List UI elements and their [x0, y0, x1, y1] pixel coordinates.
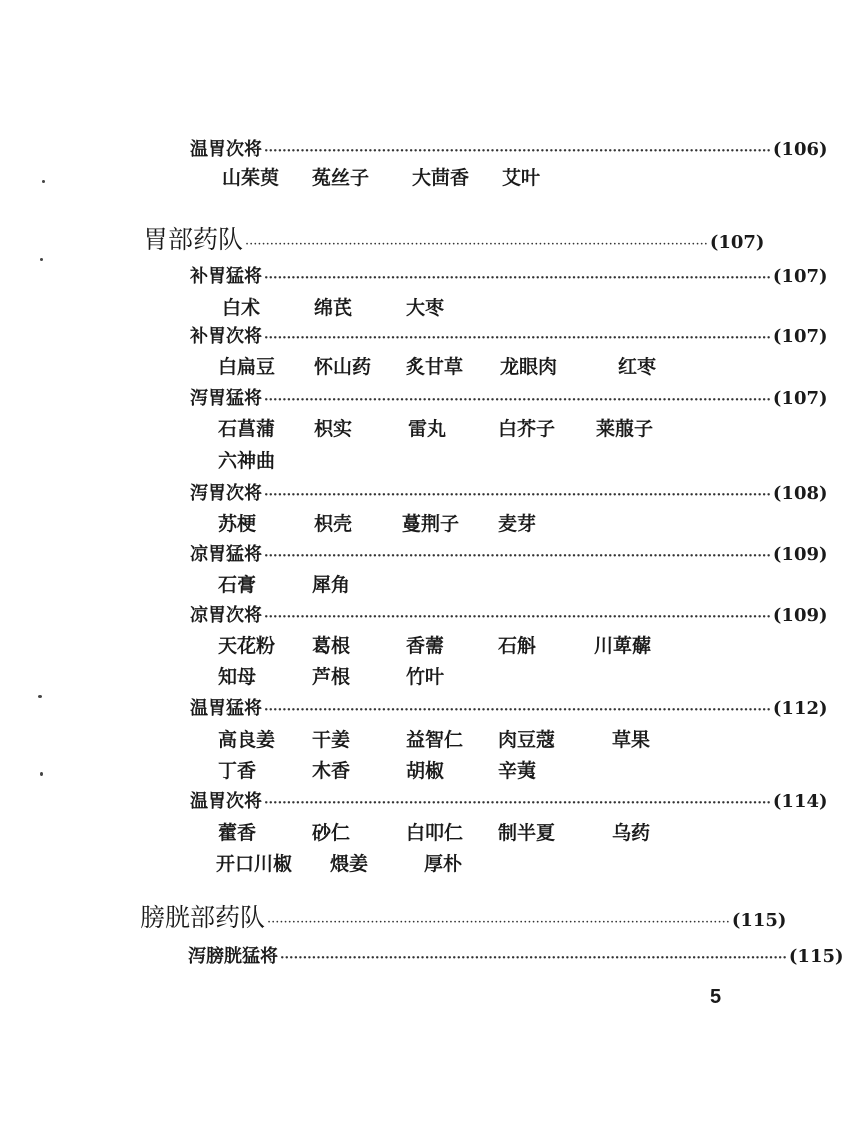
herb: 胡椒 [406, 760, 445, 782]
leader-dots: ················································································································ [264, 144, 771, 159]
entry-page: (107) [772, 388, 828, 409]
herb: 白扁豆 [218, 356, 276, 378]
toc-entry-wen-wei-meng-jiang [190, 694, 828, 720]
leader-dots: ················································································································ [264, 393, 771, 408]
entry-page: (106) [772, 139, 828, 160]
entry-title: 补胃次将 [190, 326, 262, 347]
leader-dots: ················································································································ [264, 331, 771, 346]
herb: 犀角 [312, 574, 351, 596]
section-page: (115) [731, 910, 787, 931]
section-title: 膀胱部药队 [140, 903, 266, 932]
toc-section-wei-bu [143, 220, 765, 256]
herb: 乌药 [612, 822, 651, 844]
herb: 蔓荆子 [402, 513, 460, 535]
herb: 煨姜 [330, 853, 369, 875]
herb: 石斛 [498, 635, 537, 657]
herb: 白叩仁 [406, 822, 464, 844]
leader-dots: ················································································································ [264, 610, 771, 625]
toc-entry-xie-wei-ci-jiang [190, 479, 828, 505]
entry-page: (112) [772, 698, 828, 719]
entry-page: (107) [772, 326, 828, 347]
herb: 石菖蒲 [218, 418, 276, 440]
scan-speck [38, 695, 42, 698]
herb: 枳实 [314, 418, 353, 440]
scan-speck [42, 180, 45, 183]
toc-section-pang-guang-bu [140, 898, 787, 934]
herb: 辛荑 [498, 760, 537, 782]
herb: 藿香 [218, 822, 257, 844]
leader-dots: ················································································································ [245, 237, 708, 252]
leader-dots: ················································································································ [264, 796, 771, 811]
herb: 白术 [222, 297, 261, 319]
herb: 绵芪 [314, 297, 353, 319]
entry-title: 温胃猛将 [190, 698, 262, 719]
herb: 菟丝子 [312, 167, 370, 189]
herb: 开口川椒 [216, 853, 293, 875]
herb: 大茴香 [412, 167, 470, 189]
herb: 石膏 [218, 574, 257, 596]
herb: 枳壳 [314, 513, 353, 535]
entry-title: 补胃猛将 [190, 266, 262, 287]
toc-entry-liang-wei-ci-jiang [190, 601, 828, 627]
herb: 芦根 [312, 666, 351, 688]
leader-dots: ················································································································ [267, 915, 730, 930]
herb: 高良姜 [218, 729, 276, 751]
herb: 炙甘草 [406, 356, 464, 378]
leader-dots: ················································································································ [280, 951, 787, 966]
herb: 红枣 [618, 356, 657, 378]
entry-page: (109) [772, 544, 828, 565]
herb: 砂仁 [312, 822, 351, 844]
herb: 川萆薢 [594, 635, 652, 657]
herb: 艾叶 [502, 167, 541, 189]
section-title: 胃部药队 [143, 225, 244, 254]
herb: 木香 [312, 760, 351, 782]
herb: 竹叶 [406, 666, 445, 688]
entry-page: (114) [772, 791, 828, 812]
herb: 香薷 [406, 635, 445, 657]
herb: 白芥子 [498, 418, 556, 440]
entry-title: 凉胃次将 [190, 605, 262, 626]
leader-dots: ················································································································ [264, 549, 771, 564]
toc-entry-xie-pang-guang-meng-jiang [188, 942, 844, 968]
entry-title: 温胃次将 [190, 139, 262, 160]
herb: 六神曲 [218, 450, 276, 472]
herb: 莱菔子 [596, 418, 654, 440]
herb: 山茱萸 [222, 167, 280, 189]
entry-page: (108) [772, 483, 828, 504]
toc-entry-bu-wei-meng-jiang [190, 262, 828, 288]
toc-entry-wen-wei-ci-jiang-2 [190, 787, 828, 813]
herb: 苏梗 [218, 513, 257, 535]
herb: 怀山药 [314, 356, 372, 378]
herb: 雷丸 [408, 418, 447, 440]
entry-title: 泻胃猛将 [190, 388, 262, 409]
scan-speck [40, 258, 43, 261]
entry-title: 凉胃猛将 [190, 544, 262, 565]
entry-page: (109) [772, 605, 828, 626]
entry-page: (115) [788, 946, 844, 967]
entry-title: 泻膀胱猛将 [188, 946, 278, 967]
leader-dots: ················································································································ [264, 271, 771, 286]
herb: 草果 [612, 729, 651, 751]
toc-entry-wen-wei-ci-jiang [190, 135, 828, 161]
leader-dots: ················································································································ [264, 703, 771, 718]
entry-title: 泻胃次将 [190, 483, 262, 504]
entry-page: (107) [772, 266, 828, 287]
herb: 麦芽 [498, 513, 537, 535]
leader-dots: ················································································································ [264, 488, 771, 503]
toc-entry-xie-wei-meng-jiang [190, 384, 828, 410]
herb: 知母 [218, 666, 257, 688]
toc-entry-bu-wei-ci-jiang [190, 322, 828, 348]
herb: 丁香 [218, 760, 257, 782]
herb: 龙眼肉 [500, 356, 558, 378]
herb: 葛根 [312, 635, 351, 657]
entry-title: 温胃次将 [190, 791, 262, 812]
page-number: 5 [710, 986, 722, 1008]
herb: 肉豆蔻 [498, 729, 556, 751]
herb: 制半夏 [498, 822, 556, 844]
herb: 干姜 [312, 729, 351, 751]
herb: 益智仁 [406, 729, 464, 751]
herb: 大枣 [406, 297, 445, 319]
scan-speck [40, 772, 43, 776]
herb: 厚朴 [424, 853, 463, 875]
toc-entry-liang-wei-meng-jiang [190, 540, 828, 566]
section-page: (107) [709, 232, 765, 253]
herb: 天花粉 [218, 635, 276, 657]
